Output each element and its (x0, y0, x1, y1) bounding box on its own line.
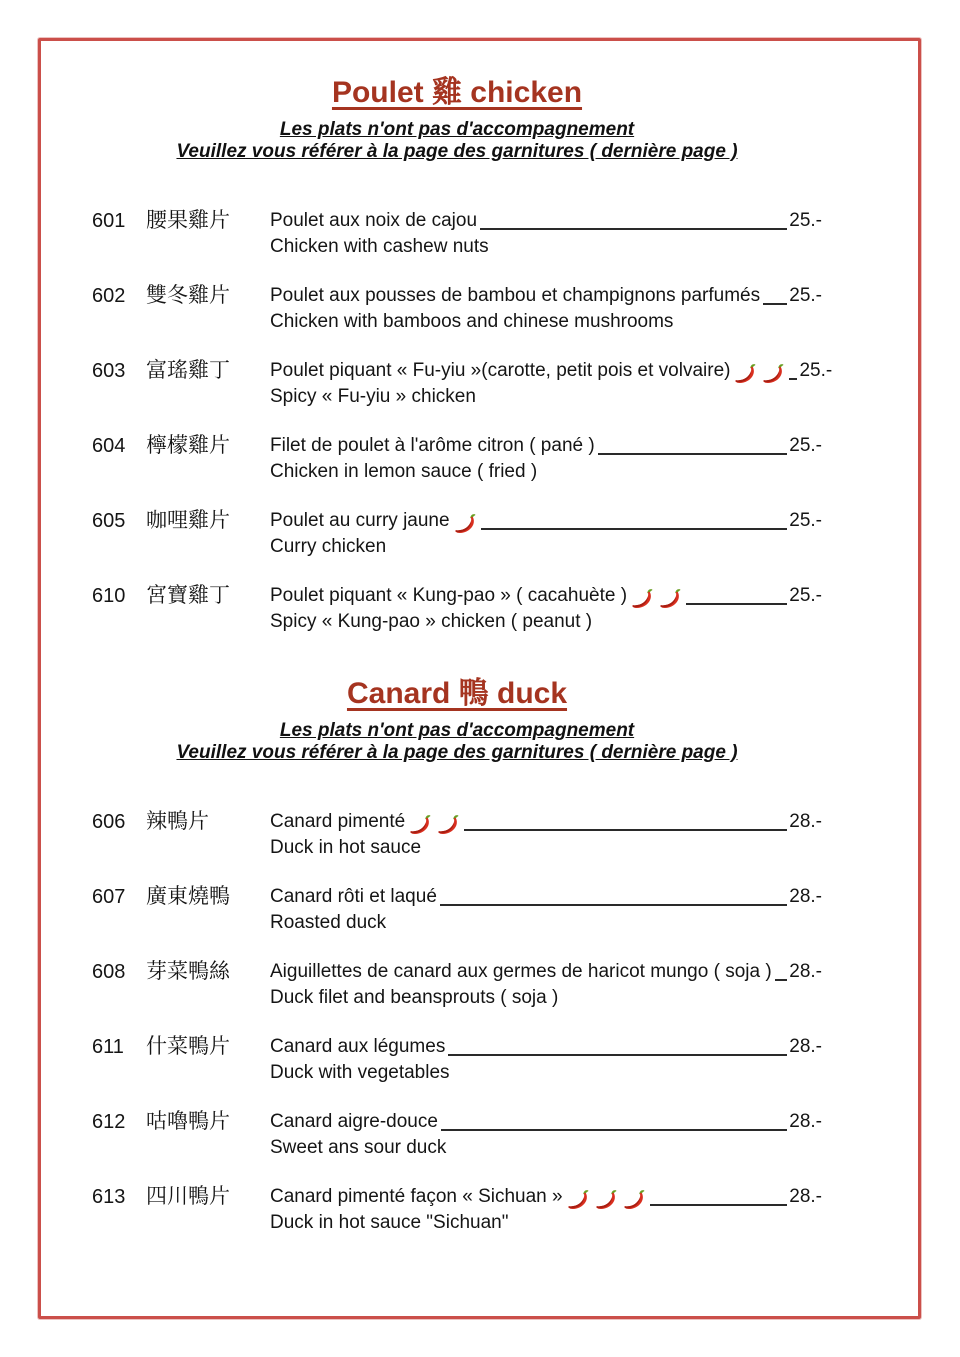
chili-icons (627, 587, 683, 609)
section-title-chicken: Poulet 雞 chicken (331, 76, 583, 109)
chili-pepper-icon (594, 1188, 619, 1213)
item-chinese-name: 廣東燒鴨 (146, 885, 230, 908)
item-name-french: Canard aigre-douce (270, 1111, 438, 1132)
price-leader-line (441, 1129, 787, 1131)
item-name-french: Poulet piquant « Kung-pao » ( cacahuète ) (270, 585, 628, 606)
item-number: 613 (92, 1186, 126, 1208)
menu-item-611 (92, 1034, 822, 1086)
item-list-duck (92, 809, 822, 1236)
item-number: 606 (92, 811, 126, 833)
price-leader-line (480, 228, 787, 230)
chili-pepper-icon (733, 362, 758, 387)
item-chinese-name: 辣鴨片 (146, 810, 209, 833)
item-chinese-name: 宮寶雞丁 (146, 584, 230, 607)
item-price: 28.- (789, 961, 822, 982)
item-list-chicken (92, 208, 833, 635)
item-price: 25.- (789, 510, 822, 531)
item-price: 25.- (789, 585, 822, 606)
chili-icons (730, 362, 786, 384)
section-note-garnitures: Veuillez vous référer à la page des garnitures ( dernière page ) (176, 140, 738, 162)
item-price: 28.- (789, 1036, 822, 1057)
item-name-french: Poulet au curry jaune (270, 510, 450, 531)
section-note-garnitures: Veuillez vous référer à la page des garnitures ( dernière page ) (176, 741, 738, 763)
item-name-english: Chicken with cashew nuts (270, 236, 489, 257)
chili-pepper-icon (566, 1188, 591, 1213)
item-chinese-name: 四川鴨片 (146, 1185, 230, 1208)
item-description (270, 959, 822, 1011)
item-number: 604 (92, 435, 126, 457)
item-name-english: Spicy « Fu-yiu » chicken (270, 386, 476, 407)
item-name-english: Sweet ans sour duck (270, 1137, 447, 1158)
item-description (270, 508, 822, 560)
item-price: 28.- (789, 886, 822, 907)
item-price: 28.- (789, 811, 822, 832)
price-leader-line (598, 453, 788, 455)
item-chinese-name: 腰果雞片 (146, 209, 230, 232)
item-description (270, 283, 822, 335)
item-name-french: Canard pimenté (270, 811, 406, 832)
menu-item-605 (92, 508, 822, 560)
section-duck (92, 677, 822, 1236)
section-title-duck: Canard 鴨 duck (346, 677, 568, 710)
item-name-english: Roasted duck (270, 912, 387, 933)
chili-pepper-icon (630, 587, 655, 612)
chili-pepper-icon (436, 813, 461, 838)
item-price: 25.- (799, 360, 833, 381)
item-chinese-name: 雙冬雞片 (146, 284, 230, 307)
item-name-english: Duck in hot sauce (270, 837, 422, 858)
item-number: 608 (92, 961, 126, 983)
chili-icons (405, 813, 461, 835)
item-name-french: Canard pimenté façon « Sichuan » (270, 1186, 563, 1207)
menu-item-610 (92, 583, 822, 635)
item-description (270, 433, 822, 485)
item-chinese-name: 咕嚕鴨片 (146, 1110, 230, 1133)
item-name-english: Curry chicken (270, 536, 387, 557)
item-name-english: Chicken in lemon sauce ( fried ) (270, 461, 538, 482)
item-price: 25.- (789, 210, 822, 231)
item-price: 28.- (789, 1111, 822, 1132)
menu-item-604 (92, 433, 822, 485)
item-name-french: Aiguillettes de canard aux germes de haricot mungo ( soja ) (270, 961, 772, 982)
chili-icons (450, 512, 478, 534)
item-name-english: Duck in hot sauce "Sichuan" (270, 1212, 509, 1233)
menu-item-602 (92, 283, 822, 335)
price-leader-line (650, 1204, 788, 1206)
chili-pepper-icon (761, 362, 786, 387)
section-note-accompaniment: Les plats n'ont pas d'accompagnement (279, 720, 635, 741)
price-leader-line (763, 303, 787, 305)
item-chinese-name: 什菜鴨片 (146, 1035, 230, 1058)
chili-pepper-icon (658, 587, 683, 612)
chili-pepper-icon (622, 1188, 647, 1213)
item-chinese-name: 咖哩雞片 (146, 509, 230, 532)
chili-pepper-icon (453, 512, 478, 537)
item-description (270, 208, 822, 260)
menu-item-608 (92, 959, 822, 1011)
item-name-french: Filet de poulet à l'arôme citron ( pané ) (270, 435, 595, 456)
item-number: 612 (92, 1111, 126, 1133)
menu-item-613 (92, 1184, 822, 1236)
price-leader-line (448, 1054, 787, 1056)
chili-icons (563, 1188, 647, 1210)
item-chinese-name: 富瑤雞丁 (146, 359, 230, 382)
price-leader-line (775, 979, 788, 981)
item-description (270, 358, 833, 410)
item-number: 610 (92, 585, 126, 607)
menu-item-606 (92, 809, 822, 861)
menu-item-603 (92, 358, 833, 410)
item-name-french: Canard rôti et laqué (270, 886, 437, 907)
item-name-french: Poulet aux pousses de bambou et champignons parfumés (270, 285, 761, 306)
item-number: 607 (92, 886, 126, 908)
item-price: 25.- (789, 285, 822, 306)
section-note-accompaniment: Les plats n'ont pas d'accompagnement (279, 119, 635, 140)
menu-item-607 (92, 884, 822, 936)
item-name-english: Duck filet and beansprouts ( soja ) (270, 987, 559, 1008)
item-description (270, 1109, 822, 1161)
price-leader-line (686, 603, 787, 605)
item-number: 601 (92, 210, 126, 232)
item-name-french: Canard aux légumes (270, 1036, 446, 1057)
price-leader-line (481, 528, 788, 530)
item-number: 605 (92, 510, 126, 532)
section-chicken (92, 76, 833, 635)
item-chinese-name: 檸檬雞片 (146, 434, 230, 457)
price-leader-line (440, 904, 787, 906)
item-name-english: Spicy « Kung-pao » chicken ( peanut ) (270, 611, 593, 632)
menu-item-612 (92, 1109, 822, 1161)
item-name-french: Poulet piquant « Fu-yiu »(carotte, petit pois et volvaire) (270, 360, 731, 381)
menu-page (92, 76, 833, 1259)
item-name-english: Duck with vegetables (270, 1062, 450, 1083)
item-number: 611 (92, 1036, 124, 1058)
item-description (270, 583, 822, 635)
item-description (270, 1034, 822, 1086)
item-number: 602 (92, 285, 126, 307)
price-leader-line (789, 378, 797, 380)
item-name-english: Chicken with bamboos and chinese mushrooms (270, 311, 674, 332)
item-description (270, 809, 822, 861)
item-description (270, 884, 822, 936)
item-chinese-name: 芽菜鴨絲 (146, 960, 230, 983)
item-price: 28.- (789, 1186, 822, 1207)
menu-item-601 (92, 208, 822, 260)
item-name-french: Poulet aux noix de cajou (270, 210, 478, 231)
item-description (270, 1184, 822, 1236)
item-number: 603 (92, 360, 126, 382)
item-price: 25.- (789, 435, 822, 456)
price-leader-line (464, 829, 787, 831)
